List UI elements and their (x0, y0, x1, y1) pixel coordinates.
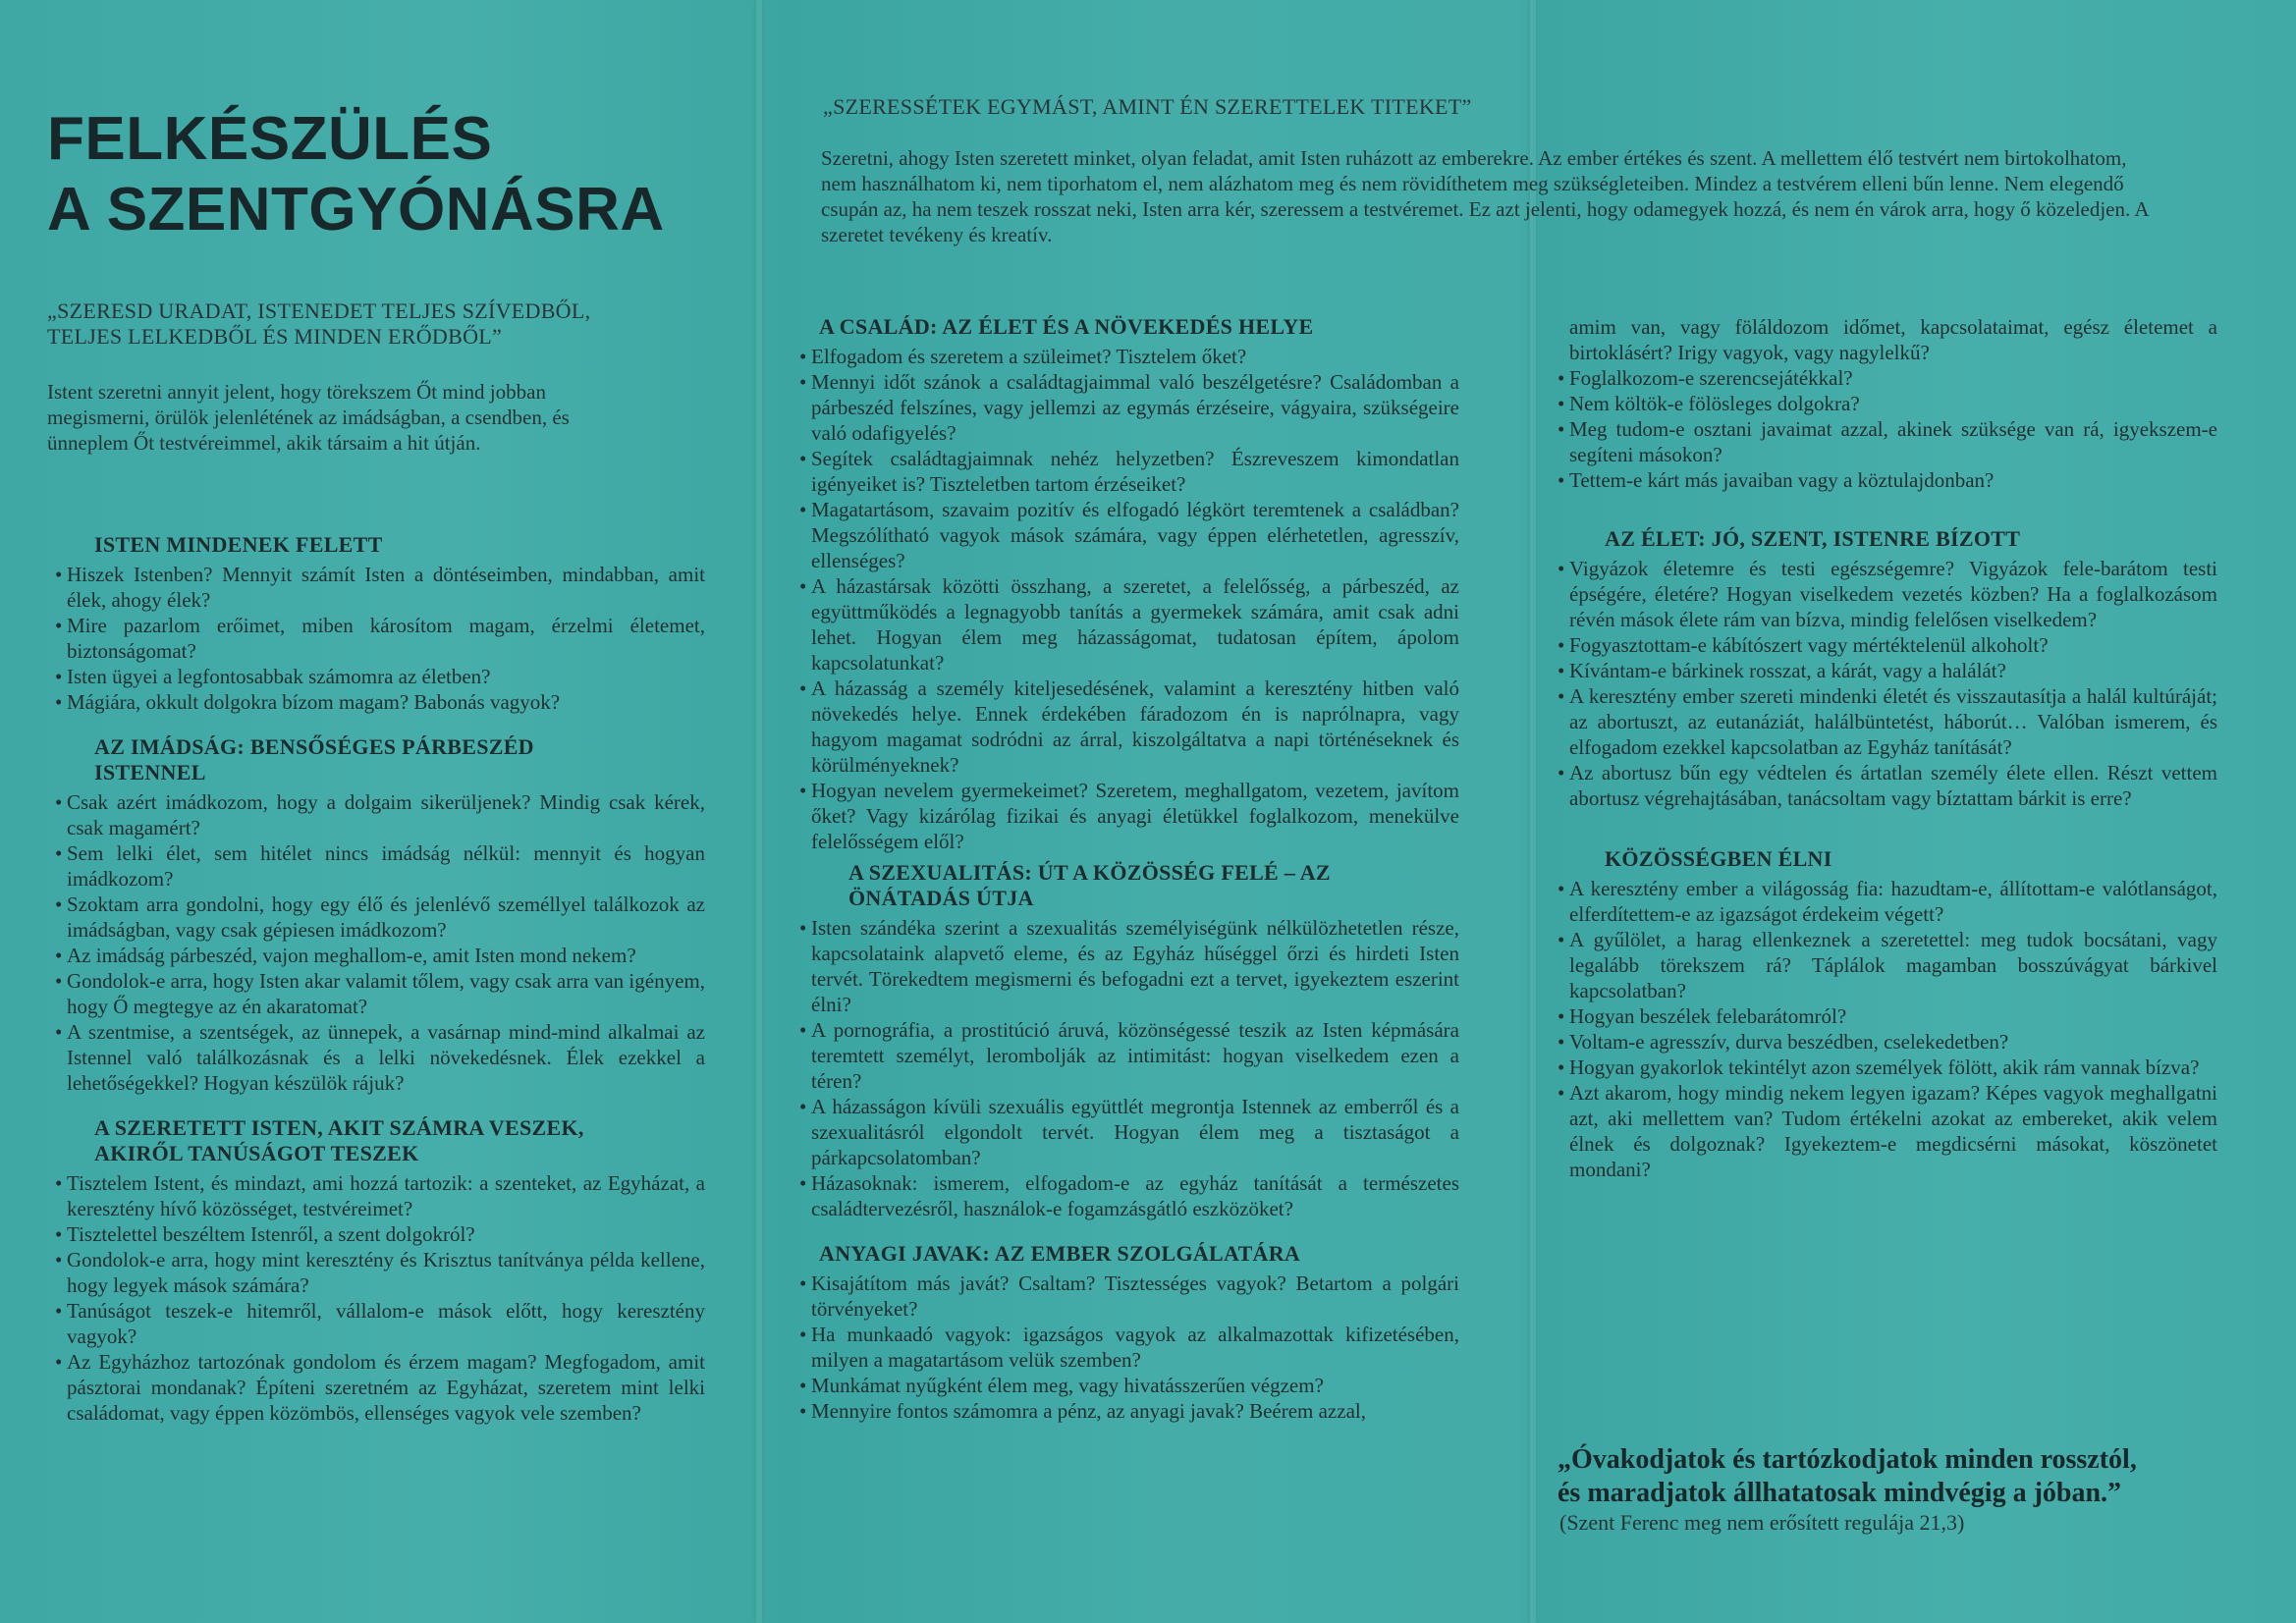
list-item: • Mire pazarlom erőimet, miben károsítom magam, érzelmi életemet, biztonságomat? (47, 613, 705, 664)
list-item: • Házasoknak: ismerem, elfogadom-e az egyház tanítását a természetes családtervezésről, használok-e fogamzásgátló eszközöket? (792, 1170, 1459, 1221)
section-heading: A SZERETETT ISTEN, AKIT SZÁMRA VESZEK, AKIRŐL TANÚSÁGOT TESZEK (94, 1115, 584, 1165)
question-list (792, 1271, 1459, 1424)
list-item: • Isten ügyei a legfontosabbak számomra az életben? (47, 664, 705, 689)
list-item: • Sem lelki élet, sem hitélet nincs imádság nélkül: mennyit és hogyan imádkozom? (47, 840, 705, 892)
section-anyagi-javak (792, 1241, 1459, 1424)
section-heading: ANYAGI JAVAK: AZ EMBER SZOLGÁLATÁRA (819, 1241, 1301, 1266)
section-heading: KÖZÖSSÉGBEN ÉLNI (1605, 846, 1832, 871)
list-item: • Ha munkaadó vagyok: igazságos vagyok az alkalmazottak kifizetésében, milyen a magatartásom velük szemben? (792, 1322, 1459, 1373)
list-item: • Az abortusz bűn egy védtelen és ártatlan személy élete ellen. Részt vettem abortusz végrehajtásában, tanácsoltam vagy bíztattam bárkit is erre? (1550, 760, 2217, 811)
list-item: • A pornográfia, a prostitúció áruvá, közönségessé teszik az Isten képmására teremtett személyt, lerombolják az intimitást: hogyan viselkedem ezen a téren? (792, 1017, 1459, 1094)
list-item: • Hogyan gyakorlok tekintélyt azon személyek fölött, akik rám vannak bízva? (1550, 1055, 2217, 1080)
list-item: • Segítek családtagjaimnak nehéz helyzetben? Észreveszem kimondatlan igényeiket is? Tiszteletben tartom érzéseiket? (792, 446, 1459, 497)
list-item: • Tisztelettel beszéltem Istenről, a szent dolgokról? (47, 1221, 705, 1247)
list-item: • Magatartásom, szavaim pozitív és elfogadó légkört teremtenek a családban? Megszólítható vagyok mások számára, vagy éppen elérhetetlen, agresszív, ellenséges? (792, 497, 1459, 573)
list-item: • Kívántam-e bárkinek rosszat, a kárát, vagy a halálát? (1550, 658, 2217, 683)
list-item: • Azt akarom, hogy mindig nekem legyen igazam? Képes vagyok meghallgatni azt, aki mellettem van? Tudom értékelni azokat az embereket, akik velem élnek és dolgoznak? Igyekeztem-e megdicsérni másokat, köszönetet mondani? (1550, 1080, 2217, 1182)
section-szeretett-isten (47, 1115, 705, 1426)
question-list (1550, 556, 2217, 811)
list-item: • Mennyire fontos számomra a pénz, az anyagi javak? Beérem azzal, (792, 1398, 1459, 1424)
list-item: • Hogyan nevelem gyermekeimet? Szeretem, meghallgatom, vezetem, javítom őket? Vagy kizárólag fizikai és anyagi életükkel foglalkozom, menekülve felelősségem elől? (792, 778, 1459, 854)
list-item: • Nem költök-e fölösleges dolgokra? (1550, 391, 2217, 416)
list-item: • Vigyázok életemre és testi egészségemre? Vigyázok fele-barátom testi épségére, életére? Hogyan viselkedem vezetés közben? Ha a foglalkozásom révén mások élete rám van bízva, mindig felelősen viselkedem? (1550, 556, 2217, 632)
right-column (1550, 314, 2217, 1182)
list-item: • Voltam-e agresszív, durva beszédben, cselekedetben? (1550, 1029, 2217, 1055)
section-heading: AZ ÉLET: JÓ, SZENT, ISTENRE BÍZOTT (1605, 526, 2021, 551)
list-item: • Az Egyházhoz tartozónak gondolom és érzem magam? Megfogadom, amit pásztorai mondanak? Építeni szeretném az Egyházat, szeretem mint lelki családomat, vagy éppen közömbös, ellenséges vagyok vele szemben? (47, 1349, 705, 1426)
list-item: • Az imádság párbeszéd, vajon meghallom-e, amit Isten mond nekem? (47, 943, 705, 968)
list-item: • Munkámat nyűgként élem meg, vagy hivatásszerűen végzem? (792, 1373, 1459, 1398)
question-list (792, 344, 1459, 854)
question-list (47, 789, 705, 1096)
list-item: • Elfogadom és szeretem a szüleimet? Tisztelem őket? (792, 344, 1459, 369)
list-item: • Csak azért imádkozom, hogy a dolgaim sikerüljenek? Mindig csak kérek, csak magamért? (47, 789, 705, 840)
section-az-elet (1550, 526, 2217, 811)
list-item: • A házastársak közötti összhang, a szeretet, a felelősség, a párbeszéd, az együttműködés a legnagyobb tanítás a gyermekek számára, amit csak adni lehet. Hogyan élem meg házasságomat, tudatosan építem, ápolom kapcsolatunkat? (792, 573, 1459, 676)
section-kozossegben-elni (1550, 846, 2217, 1182)
panel-fold (756, 0, 762, 1623)
question-list (1550, 365, 2217, 493)
section-imadsag (47, 734, 705, 1096)
page-title: FELKÉSZÜLÉS A SZENTGYÓNÁSRA (47, 105, 665, 243)
list-item: • Mennyi időt szánok a családtagjaimmal való beszélgetésre? Családomban a párbeszéd felszínes, vagy jellemzi az egymás érzéseire, vágyaira, szükségeire való odafigyelés? (792, 369, 1459, 446)
list-item: • Isten szándéka szerint a szexualitás személyiségünk nélkülözhetetlen része, kapcsolataink alapvető eleme, és az Egyház hűséggel őrzi és hirdeti Isten tervét. Törekedtem megismerni és befogadni ezt a tervet, igyekeztem eszerint élni? (792, 915, 1459, 1017)
list-item: • Gondolok-e arra, hogy mint keresztény és Krisztus tanítványa példa kellene, hogy legyek mások számára? (47, 1247, 705, 1298)
middle-column (792, 314, 1459, 1424)
section-anyagi-javak-continued (1550, 314, 2217, 493)
mid-intro: Szeretni, ahogy Isten szeretett minket, olyan feladat, amit Isten ruházott az emberekre. Az ember értékes és szent. A mellettem élő testvért nem birtokolhatom, nem használhatom ki, nem tiporhatom el, nem alázhatom meg és nem rövidíthetem meg szükségleteiben. Mindez a testvérem elleni bűn lenne. Nem elegendő csupán az, ha nem teszek rosszat neki, Isten arra kér, szeressem a testvéremet. Ez azt jelenti, hogy odamegyek hozzá, és nem én várok arra, hogy ő közeledjen. A szeretet tevékeny és kreatív. (821, 146, 2149, 246)
list-item: • Hogyan beszélek felebarátomról? (1550, 1003, 2217, 1029)
list-item: • Fogyasztottam-e kábítószert vagy mértéktelenül alkoholt? (1550, 632, 2217, 658)
section-heading: AZ IMÁDSÁG: BENSŐSÉGES PÁRBESZÉD ISTENNEL (94, 734, 534, 784)
list-item: • A keresztény ember szereti mindenki életét és visszautasítja a halál kultúráját; az abortuszt, az eutanáziát, halálbüntetést, háborút… Valóban ismerem, és elfogadom ezekkel kapcsolatban az Egyház tanítását? (1550, 683, 2217, 760)
continued-text (1550, 314, 2217, 365)
list-item: • A házasságon kívüli szexuális együttlét megrontja Istennek az emberről és a szexualitásról elgondolt tervét. Hogyan élem meg a tisztaságot a párkapcsolatomban? (792, 1094, 1459, 1170)
list-item: • Foglalkozom-e szerencsejátékkal? (1550, 365, 2217, 391)
list-item: • A házasság a személy kiteljesedésének, valamint a keresztény hitben való növekedés helye. Ennek érdekében fáradozom én is naprólnapra, vagy hagyom magamat sodródni az árral, kiszolgáltatva a napi történéseknek és körülményeknek? (792, 676, 1459, 778)
section-heading: A CSALÁD: AZ ÉLET ÉS A NÖVEKEDÉS HELYE (819, 314, 1314, 339)
list-item: • Szoktam arra gondolni, hogy egy élő és jelenlévő személlyel találkozok az imádságban, vagy csak gépiesen imádkozom? (47, 892, 705, 943)
question-list (47, 562, 705, 715)
left-column (47, 532, 705, 1426)
list-item: amim van, vagy föláldozom időmet, kapcsolataimat, egész életemet a birtoklásért? Irigy vagyok, vagy nagylelkű? (1569, 315, 2217, 364)
list-item: • Hiszek Istenben? Mennyit számít Isten a döntéseimben, mindabban, amit élek, ahogy élek? (47, 562, 705, 613)
list-item: • Meg tudom-e osztani javaimat azzal, akinek szüksége van rá, igyekszem-e segíteni másokon? (1550, 416, 2217, 467)
list-item: • Kisajátítom más javát? Csaltam? Tisztességes vagyok? Betartom a polgári törvényeket? (792, 1271, 1459, 1322)
list-item: • Tisztelem Istent, és mindazt, ami hozzá tartozik: a szenteket, az Egyházat, a keresztény hívő közösséget, testvéreimet? (47, 1170, 705, 1221)
left-intro: Istent szeretni annyit jelent, hogy törekszem Őt mind jobban megismerni, örülök jelenlétének az imádságban, a csendben, és ünneplem Őt testvéreimmel, akik társaim a hit útján. (47, 380, 570, 455)
closing-quote-source: (Szent Ferenc meg nem erősített regulája 21,3) (1559, 1510, 1965, 1535)
list-item: • A keresztény ember a világosság fia: hazudtam-e, állítottam-e valótlanságot, elferdítettem-e az igazságot érdekeim végett? (1550, 876, 2217, 927)
mid-quote: „SZERESSÉTEK EGYMÁST, AMINT ÉN SZERETTELEK TITEKET” (823, 94, 1472, 119)
list-item: • Gondolok-e arra, hogy Isten akar valamit tőlem, vagy csak arra van igényem, hogy Ő megtegye az én akaratomat? (47, 968, 705, 1019)
list-item: • A gyűlölet, a harag ellenkeznek a szeretettel: meg tudok bocsátani, vagy legalább törekszem rá? Táplálok magamban bosszúvágyat bárkivel kapcsolatban? (1550, 927, 2217, 1003)
list-item: • Tettem-e kárt más javaiban vagy a köztulajdonban? (1550, 467, 2217, 493)
section-heading: A SZEXUALITÁS: ÚT A KÖZÖSSÉG FELÉ – AZ ÖNÁTADÁS ÚTJA (848, 860, 1331, 910)
list-item: • Tanúságot teszek-e hitemről, vállalom-e mások előtt, hogy keresztény vagyok? (47, 1298, 705, 1349)
left-quote: „SZERESD URADAT, ISTENEDET TELJES SZÍVEDBŐL, TELJES LELKEDBŐL ÉS MINDEN ERŐDBŐL” (47, 298, 591, 349)
section-heading: ISTEN MINDENEK FELETT (94, 532, 383, 557)
question-list (1550, 876, 2217, 1182)
section-szexualitas (792, 860, 1459, 1221)
question-list (792, 915, 1459, 1221)
section-csalad (792, 314, 1459, 854)
list-item: • A szentmise, a szentségek, az ünnepek, a vasárnap mind-mind alkalmai az Istennel való találkozásnak és a lelki növekedésnek. Élek ezekkel a lehetőségekkel? Hogyan készülök rájuk? (47, 1019, 705, 1096)
question-list (47, 1170, 705, 1426)
list-item: • Mágiára, okkult dolgokra bízom magam? Babonás vagyok? (47, 689, 705, 715)
closing-quote: „Óvakodjatok és tartózkodjatok minden rossztól, és maradjatok állhatatosak mindvégig a jóban.” (1558, 1444, 2137, 1508)
section-isten-mindenek-felett (47, 532, 705, 715)
